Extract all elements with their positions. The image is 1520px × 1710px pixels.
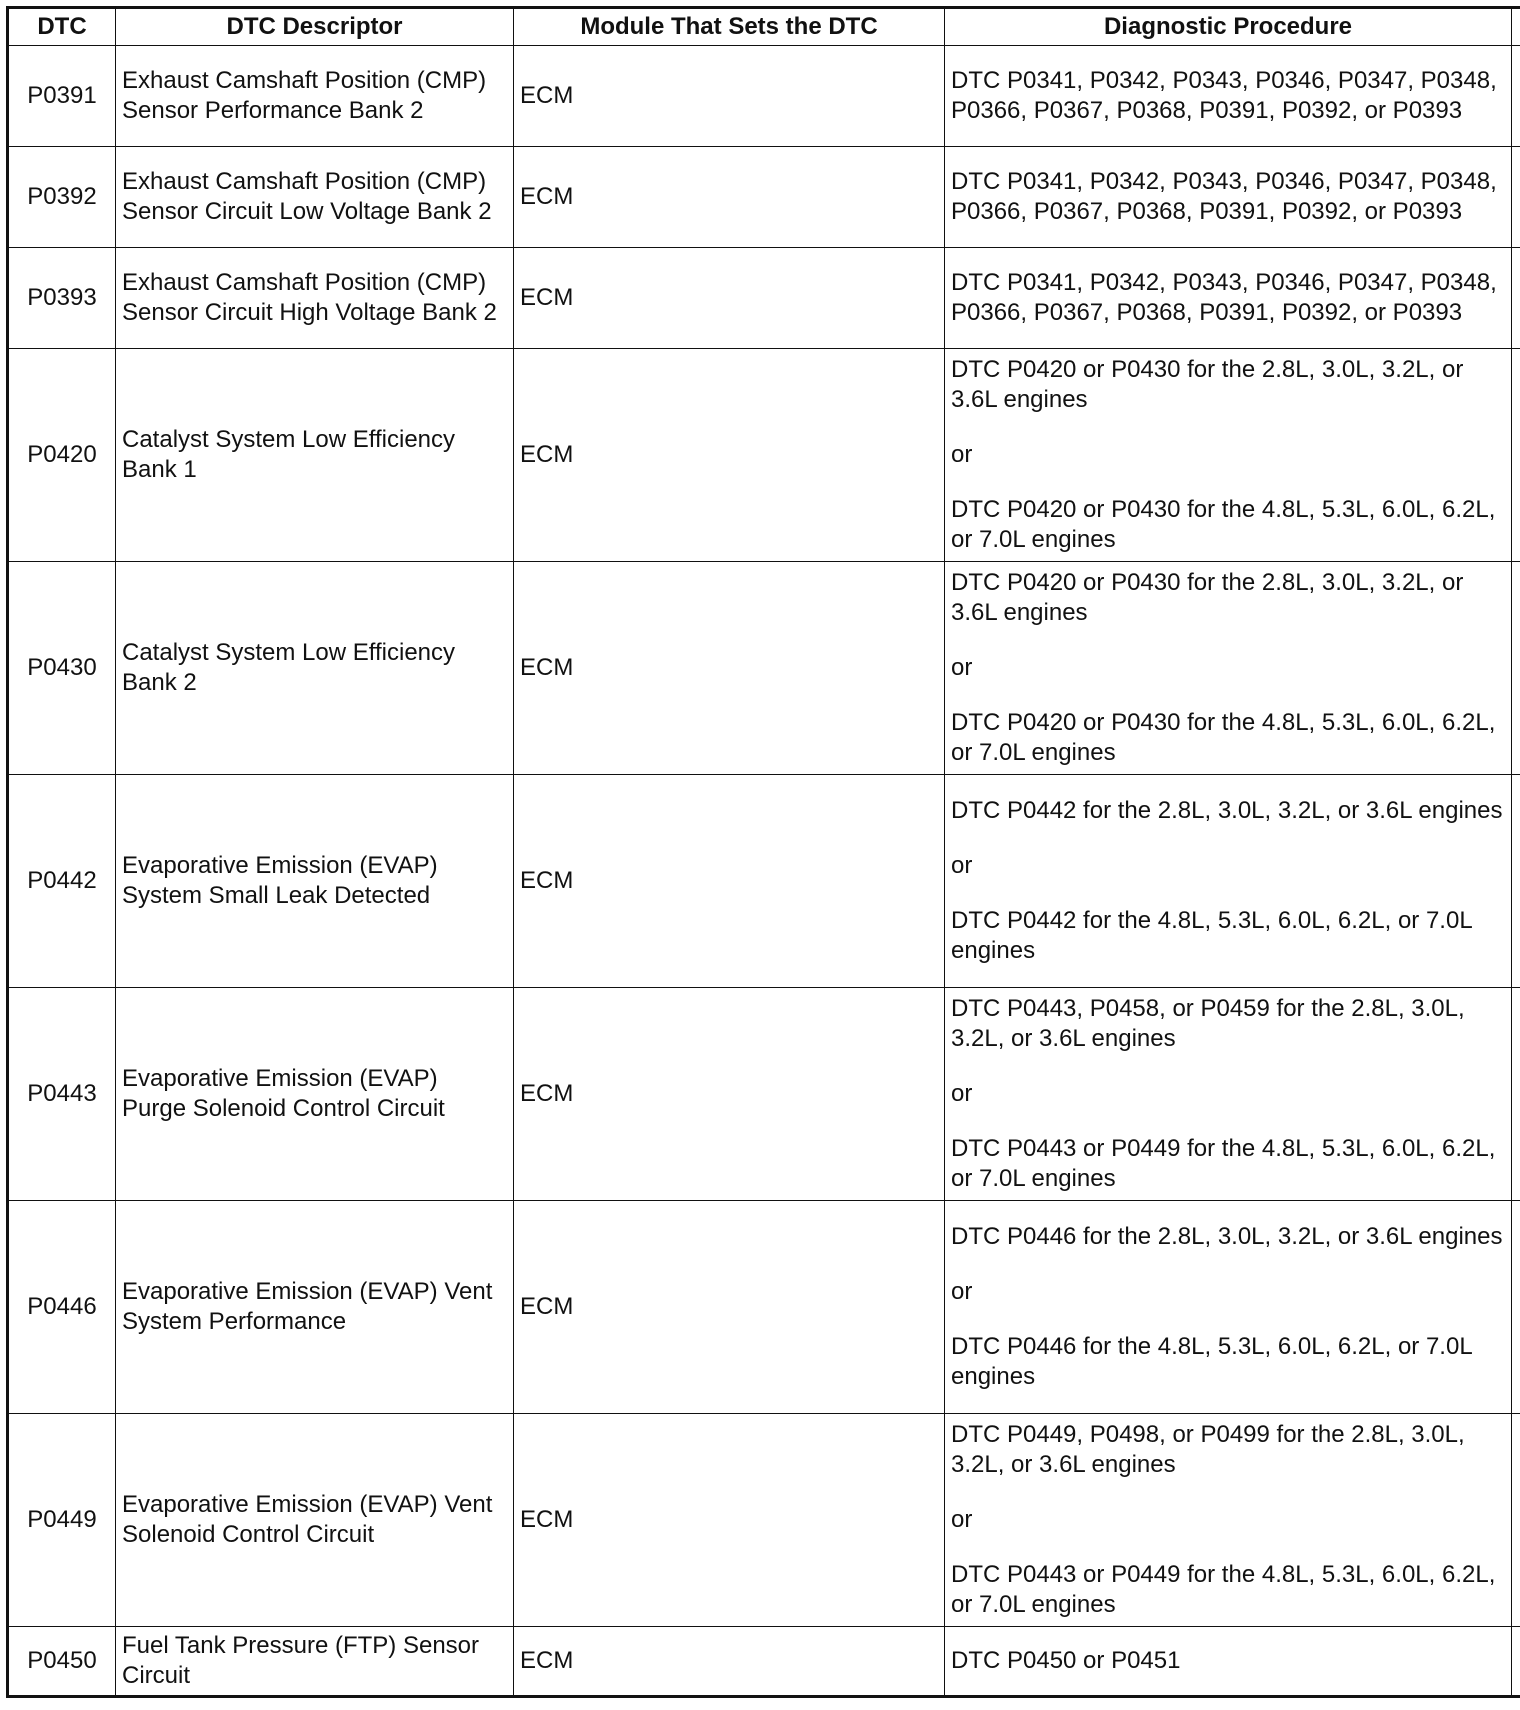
table-row <box>9 248 1520 349</box>
row-gap-cell <box>1512 349 1520 562</box>
procedure-or: or <box>951 1506 973 1533</box>
row-gap-cell <box>1512 1414 1520 1627</box>
table-row <box>9 147 1520 248</box>
row-gap-cell <box>1512 775 1520 988</box>
header-dtc: DTC <box>9 9 116 46</box>
table-row <box>9 349 1520 562</box>
procedure-text-primary: DTC P0420 or P0430 for the 2.8L, 3.0L, 3.2L, or 3.6L engines <box>951 569 1464 626</box>
procedure-text-primary: DTC P0442 for the 2.8L, 3.0L, 3.2L, or 3.6L engines <box>951 797 1503 824</box>
procedure-or: or <box>951 441 973 468</box>
dtc-code-cell: P0446 <box>9 1201 116 1414</box>
dtc-table-frame <box>6 6 1520 1698</box>
table-row <box>9 775 1520 988</box>
procedure-cell <box>945 248 1512 349</box>
procedure-cell <box>945 1627 1512 1696</box>
table-row <box>9 46 1520 147</box>
procedure-or: or <box>951 1080 973 1107</box>
descriptor-cell: Evaporative Emission (EVAP) Vent Solenoid Control Circuit <box>116 1414 514 1627</box>
module-cell: ECM <box>514 147 945 248</box>
dtc-table <box>8 8 1520 1696</box>
descriptor-cell: Exhaust Camshaft Position (CMP) Sensor Performance Bank 2 <box>116 46 514 147</box>
descriptor-cell: Exhaust Camshaft Position (CMP) Sensor Circuit High Voltage Bank 2 <box>116 248 514 349</box>
descriptor-cell: Evaporative Emission (EVAP) Purge Solenoid Control Circuit <box>116 988 514 1201</box>
procedure-cell <box>945 775 1512 988</box>
table-row <box>9 1201 1520 1414</box>
procedure-text-alternate: DTC P0443 or P0449 for the 4.8L, 5.3L, 6.0L, 6.2L, or 7.0L engines <box>951 1135 1496 1192</box>
descriptor-cell: Fuel Tank Pressure (FTP) Sensor Circuit <box>116 1627 514 1696</box>
procedure-text-primary: DTC P0449, P0498, or P0499 for the 2.8L, 3.0L, 3.2L, or 3.6L engines <box>951 1421 1465 1478</box>
procedure-cell <box>945 988 1512 1201</box>
descriptor-cell: Evaporative Emission (EVAP) Vent System Performance <box>116 1201 514 1414</box>
row-gap-cell <box>1512 46 1520 147</box>
procedure-cell <box>945 1414 1512 1627</box>
procedure-cell <box>945 349 1512 562</box>
dtc-code-cell: P0442 <box>9 775 116 988</box>
dtc-code-cell: P0391 <box>9 46 116 147</box>
procedure-text-alternate: DTC P0442 for the 4.8L, 5.3L, 6.0L, 6.2L, or 7.0L engines <box>951 907 1472 964</box>
row-gap-cell <box>1512 1201 1520 1414</box>
procedure-text: DTC P0450 or P0451 <box>951 1647 1181 1674</box>
row-gap-cell <box>1512 562 1520 775</box>
table-row <box>9 562 1520 775</box>
dtc-code-cell: P0420 <box>9 349 116 562</box>
procedure-cell <box>945 46 1512 147</box>
table-row <box>9 1627 1520 1696</box>
procedure-cell <box>945 562 1512 775</box>
procedure-or: or <box>951 852 973 879</box>
module-cell: ECM <box>514 349 945 562</box>
procedure-text: DTC P0341, P0342, P0343, P0346, P0347, P0348, P0366, P0367, P0368, P0391, P0392, or P0393 <box>951 168 1497 225</box>
procedure-text: DTC P0341, P0342, P0343, P0346, P0347, P0348, P0366, P0367, P0368, P0391, P0392, or P0393 <box>951 269 1497 326</box>
header-descriptor: DTC Descriptor <box>116 9 514 46</box>
procedure-text-alternate: DTC P0446 for the 4.8L, 5.3L, 6.0L, 6.2L, or 7.0L engines <box>951 1333 1472 1390</box>
descriptor-cell: Catalyst System Low Efficiency Bank 1 <box>116 349 514 562</box>
header-module: Module That Sets the DTC <box>514 9 945 46</box>
procedure-text-primary: DTC P0443, P0458, or P0459 for the 2.8L, 3.0L, 3.2L, or 3.6L engines <box>951 995 1465 1052</box>
dtc-code-cell: P0393 <box>9 248 116 349</box>
procedure-or: or <box>951 1278 973 1305</box>
module-cell: ECM <box>514 46 945 147</box>
procedure-text-alternate: DTC P0420 or P0430 for the 4.8L, 5.3L, 6.0L, 6.2L, or 7.0L engines <box>951 709 1496 766</box>
procedure-text-alternate: DTC P0443 or P0449 for the 4.8L, 5.3L, 6.0L, 6.2L, or 7.0L engines <box>951 1561 1496 1618</box>
module-cell: ECM <box>514 775 945 988</box>
row-gap-cell <box>1512 147 1520 248</box>
procedure-text-alternate: DTC P0420 or P0430 for the 4.8L, 5.3L, 6.0L, 6.2L, or 7.0L engines <box>951 496 1496 553</box>
row-gap-cell <box>1512 988 1520 1201</box>
dtc-code-cell: P0443 <box>9 988 116 1201</box>
procedure-cell <box>945 1201 1512 1414</box>
procedure-cell <box>945 147 1512 248</box>
descriptor-cell: Catalyst System Low Efficiency Bank 2 <box>116 562 514 775</box>
table-header-row <box>9 9 1520 46</box>
module-cell: ECM <box>514 1414 945 1627</box>
row-gap-cell <box>1512 1627 1520 1696</box>
dtc-code-cell: P0450 <box>9 1627 116 1696</box>
header-procedure: Diagnostic Procedure <box>945 9 1512 46</box>
procedure-text: DTC P0341, P0342, P0343, P0346, P0347, P0348, P0366, P0367, P0368, P0391, P0392, or P0393 <box>951 67 1497 124</box>
descriptor-cell: Evaporative Emission (EVAP) System Small Leak Detected <box>116 775 514 988</box>
dtc-code-cell: P0449 <box>9 1414 116 1627</box>
dtc-code-cell: P0392 <box>9 147 116 248</box>
procedure-text-primary: DTC P0446 for the 2.8L, 3.0L, 3.2L, or 3.6L engines <box>951 1223 1503 1250</box>
module-cell: ECM <box>514 1201 945 1414</box>
descriptor-cell: Exhaust Camshaft Position (CMP) Sensor Circuit Low Voltage Bank 2 <box>116 147 514 248</box>
dtc-code-cell: P0430 <box>9 562 116 775</box>
module-cell: ECM <box>514 1627 945 1696</box>
module-cell: ECM <box>514 562 945 775</box>
procedure-text-primary: DTC P0420 or P0430 for the 2.8L, 3.0L, 3.2L, or 3.6L engines <box>951 356 1464 413</box>
procedure-or: or <box>951 654 973 681</box>
module-cell: ECM <box>514 988 945 1201</box>
table-row <box>9 988 1520 1201</box>
table-row <box>9 1414 1520 1627</box>
module-cell: ECM <box>514 248 945 349</box>
header-gap-cell <box>1512 9 1520 46</box>
row-gap-cell <box>1512 248 1520 349</box>
